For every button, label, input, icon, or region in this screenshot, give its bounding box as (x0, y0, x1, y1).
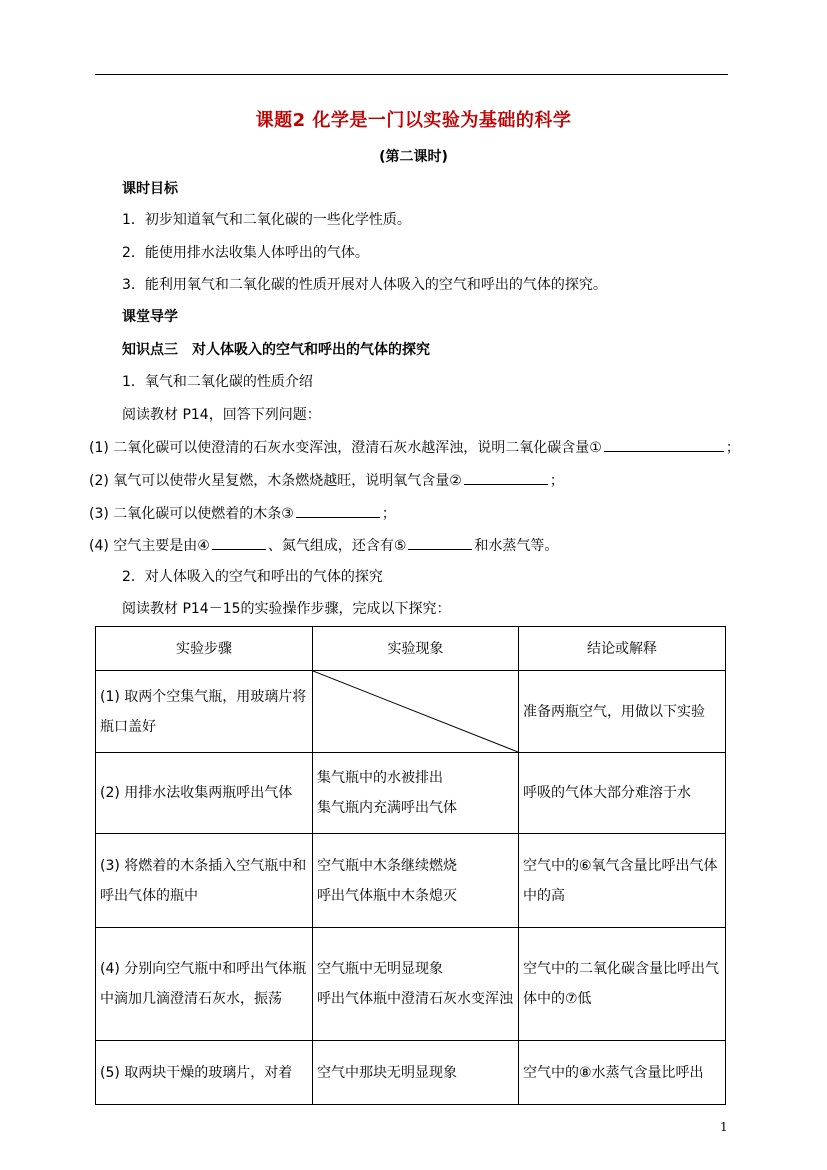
question-tail: 和水蒸气等。 (474, 538, 559, 554)
table-header-row (96, 627, 726, 671)
question-text: (3) 二氧化碳可以使燃着的木条③ (89, 506, 294, 522)
question-2 (89, 470, 564, 491)
conclusion-cell: 空气中的⑥氧气含量比呼出气体中的高 (519, 834, 726, 928)
answer-blank[interactable] (212, 535, 266, 550)
objective-item: 1．初步知道氧气和二氧化碳的一些化学性质。 (122, 212, 411, 228)
page-subtitle: (第二课时) (379, 149, 448, 165)
diagonal-line (313, 671, 518, 752)
step-cell: (1) 取两个空集气瓶，用玻璃片将瓶口盖好 (96, 671, 313, 753)
table-row (96, 1041, 726, 1105)
table-header-cell: 实验现象 (313, 627, 519, 671)
question-tail: ； (549, 473, 564, 489)
answer-blank[interactable] (408, 535, 472, 550)
page-title: 课题2 化学是一门以实验为基础的科学 (255, 110, 572, 131)
question-text: (4) 空气主要是由④ (89, 538, 210, 554)
question-text: (1) 二氧化碳可以使澄清的石灰水变浑浊，澄清石灰水越浑浊，说明二氧化碳含量① (89, 440, 602, 456)
experiment-table (95, 626, 726, 1105)
conclusion-cell: 呼吸的气体大部分难溶于水 (519, 753, 726, 834)
phenomenon-cell: 空气瓶中无明显现象 呼出气体瓶中澄清石灰水变浑浊 (313, 928, 519, 1041)
table-row (96, 671, 726, 753)
conclusion-cell: 空气中的二氧化碳含量比呼出气体中的⑦低 (519, 928, 726, 1041)
guide-heading: 课堂导学 (122, 309, 178, 325)
question-tail: ； (381, 506, 396, 522)
objective-item: 3．能利用氧气和二氧化碳的性质开展对人体吸入的空气和呼出的气体的探究。 (122, 277, 607, 293)
table-header-cell: 结论或解释 (519, 627, 726, 671)
phenomenon-cell: 空气瓶中木条继续燃烧 呼出气体瓶中木条熄灭 (313, 834, 519, 928)
question-1 (89, 437, 740, 458)
answer-blank[interactable] (296, 503, 380, 518)
question-text: (2) 氧气可以使带火星复燃，木条燃烧越旺，说明氧气含量② (89, 473, 462, 489)
knowledge-heading: 知识点三 对人体吸入的空气和呼出的气体的探究 (122, 342, 430, 358)
step-cell: (2) 用排水法收集两瓶呼出气体 (96, 753, 313, 834)
page-number: 1 (720, 1120, 728, 1134)
step-cell: (4) 分别向空气瓶中和呼出气体瓶中滴加几滴澄清石灰水，振荡 (96, 928, 313, 1041)
conclusion-cell: 准备两瓶空气，用做以下实验 (519, 671, 726, 753)
step-cell: (5) 取两块干燥的玻璃片，对着 (96, 1041, 313, 1105)
diagonal-blank-cell (313, 671, 519, 753)
phenomenon-cell: 集气瓶中的水被排出 集气瓶内充满呼出气体 (313, 753, 519, 834)
table-row (96, 753, 726, 834)
section2-title: 2．对人体吸入的空气和呼出的气体的探究 (122, 569, 383, 585)
section1-read: 阅读教材 P14，回答下列问题： (122, 407, 321, 423)
header-rule (95, 74, 728, 75)
answer-blank[interactable] (464, 470, 548, 485)
table-header-cell: 实验步骤 (96, 627, 313, 671)
table-row (96, 928, 726, 1041)
section1-title: 1．氧气和二氧化碳的性质介绍 (122, 374, 313, 390)
question-4 (89, 535, 558, 556)
conclusion-cell: 空气中的⑧水蒸气含量比呼出 (519, 1041, 726, 1105)
step-cell: (3) 将燃着的木条插入空气瓶中和呼出气体的瓶中 (96, 834, 313, 928)
phenomenon-cell: 空气中那块无明显现象 (313, 1041, 519, 1105)
question-3 (89, 503, 396, 524)
question-text: 、氮气组成，还含有⑤ (267, 538, 407, 554)
section2-read: 阅读教材 P14－15的实验操作步骤，完成以下探究： (122, 601, 451, 617)
table-row (96, 834, 726, 928)
question-tail: ； (725, 440, 740, 456)
objectives-heading: 课时目标 (122, 181, 178, 197)
answer-blank[interactable] (604, 437, 724, 452)
objective-item: 2．能使用排水法收集人体呼出的气体。 (122, 245, 369, 261)
